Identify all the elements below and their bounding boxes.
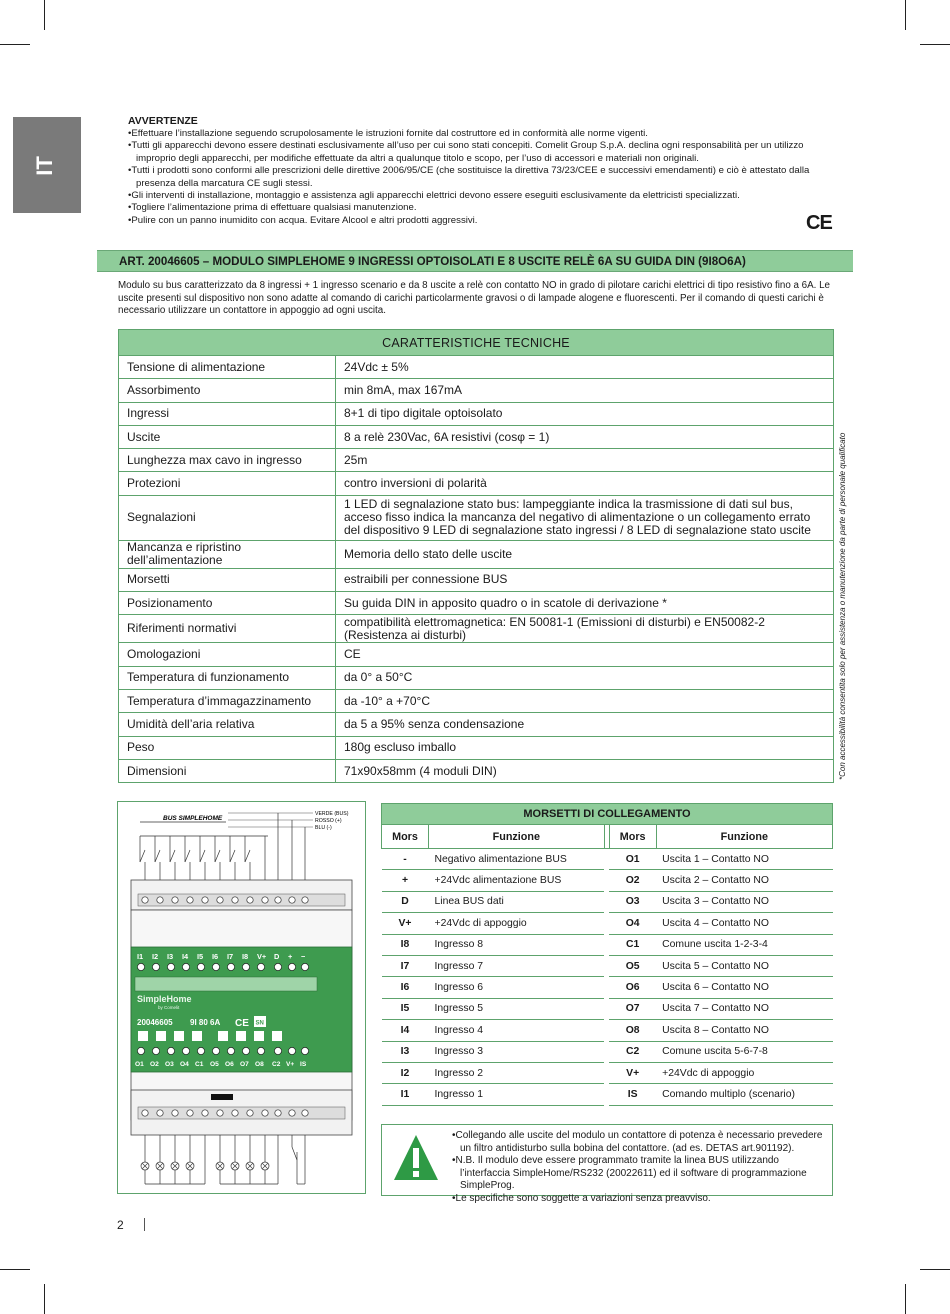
column-header: Funzione [656, 825, 832, 849]
warnings-title: AVVERTENZE [128, 115, 198, 127]
terminal-function: Uscita 3 – Contatto NO [656, 891, 832, 912]
spec-value: CE [336, 643, 834, 666]
table-row [119, 449, 834, 472]
spec-key: Mancanza e ripristino dell’alimentazione [119, 540, 336, 568]
crop-mark [920, 1269, 950, 1270]
terminal-label: I4 [182, 952, 189, 961]
terminal-function: Comune uscita 1-2-3-4 [656, 934, 832, 955]
ce-mark: CE [806, 212, 832, 234]
table-row [119, 592, 834, 615]
spec-value: contro inversioni di polarità [336, 472, 834, 495]
table-row [119, 356, 834, 379]
terminal-label: D [274, 952, 280, 961]
terminal-code: + [382, 870, 429, 891]
table-row [382, 913, 833, 934]
spec-value: Memoria dello stato delle uscite [336, 540, 834, 568]
spec-value: 1 LED di segnalazione stato bus: lampeggiante indica la trasmissione di dati sul bus, acceso fisso indica la mancanza del negativo di alimentazione o un collegamento errato del dispositivo 9 LED di segnalazione stato ingressi / 8 LED di segnalazione stato uscite [336, 495, 834, 540]
table-row [119, 402, 834, 425]
terminal-label: O7 [240, 1061, 249, 1068]
product-code: 20046605 [137, 1018, 173, 1027]
crop-mark [905, 1284, 906, 1314]
column-header: Mors [609, 825, 656, 849]
terminal-label: I8 [242, 952, 249, 961]
crop-mark [44, 1284, 45, 1314]
wiring-diagram [117, 801, 366, 1194]
spec-key: Temperatura d’immagazzinamento [119, 689, 336, 712]
spec-key: Assorbimento [119, 379, 336, 402]
table-row [382, 1041, 833, 1062]
table-row [382, 934, 833, 955]
terminal-label: I7 [227, 952, 234, 961]
terminal-code: I3 [382, 1041, 429, 1062]
terminal-function: +24Vdc di appoggio [656, 1062, 832, 1083]
spec-key: Posizionamento [119, 592, 336, 615]
terminal-label: I3 [167, 952, 174, 961]
table-row [119, 568, 834, 591]
led-strip [135, 977, 317, 991]
table-row [119, 689, 834, 712]
spec-value: min 8mA, max 167mA [336, 379, 834, 402]
terminal-code: C1 [609, 934, 656, 955]
spec-key: Omologazioni [119, 643, 336, 666]
terminal-label: O2 [150, 1061, 159, 1068]
terminal-code: I2 [382, 1062, 429, 1083]
spec-value: 71x90x58mm (4 moduli DIN) [336, 759, 834, 782]
terminal-label: V+ [286, 1061, 295, 1068]
crop-mark [0, 1269, 30, 1270]
sn-label: SN [255, 1020, 264, 1027]
table-row [382, 849, 833, 870]
top-terminal-screws [138, 894, 345, 906]
brand-sub: by Comelit [158, 1005, 180, 1010]
table-row [119, 666, 834, 689]
table-row [119, 540, 834, 568]
terminal-function: Ingresso 2 [429, 1062, 605, 1083]
table-row [382, 955, 833, 976]
terminal-code: I4 [382, 1020, 429, 1041]
terminal-code: D [382, 891, 429, 912]
terminal-function: Linea BUS dati [429, 891, 605, 912]
terminal-code: O7 [609, 998, 656, 1019]
column-header: Mors [382, 825, 429, 849]
warnings-section [128, 115, 838, 227]
terminal-label: I6 [212, 952, 219, 961]
terminal-code: C2 [609, 1041, 656, 1062]
terminal-label: I1 [137, 952, 144, 961]
page-number: 2 [117, 1218, 124, 1232]
warnings-list [128, 128, 838, 227]
spec-key: Peso [119, 736, 336, 759]
spec-key: Riferimenti normativi [119, 615, 336, 643]
terminal-function: Uscita 1 – Contatto NO [656, 849, 832, 870]
terminal-code: V+ [382, 913, 429, 934]
terminal-label: C2 [272, 1061, 281, 1068]
table-row [119, 379, 834, 402]
spec-key: Segnalazioni [119, 495, 336, 540]
terminal-label: O8 [255, 1061, 264, 1068]
spec-value: estraibili per connessione BUS [336, 568, 834, 591]
terminal-function: Ingresso 3 [429, 1041, 605, 1062]
table-row [119, 615, 834, 643]
terminal-code: I6 [382, 977, 429, 998]
brand-logo: SimpleHome [137, 994, 192, 1004]
spec-value: 8+1 di tipo digitale optoisolato [336, 402, 834, 425]
terminal-function: Ingresso 4 [429, 1020, 605, 1041]
terminal-code: O3 [609, 891, 656, 912]
spec-value: 180g escluso imballo [336, 736, 834, 759]
terminal-code: - [382, 849, 429, 870]
warning-item: • Tutti i prodotti sono conformi alle prescrizioni delle direttive 2006/95/CE (che sostituisce la direttiva 73/23/CEE e successivi emendamenti) e ciò è attestato dalla presenza della marcatura CE sugli stessi. [128, 165, 838, 190]
table-row [119, 759, 834, 782]
spec-value: 25m [336, 449, 834, 472]
crop-mark [44, 0, 45, 30]
table-row [382, 891, 833, 912]
terminal-function: Comando multiplo (scenario) [656, 1084, 832, 1105]
terminal-function: Uscita 6 – Contatto NO [656, 977, 832, 998]
terminal-label: IS [300, 1061, 307, 1068]
wire-label: ROSSO (+) [315, 818, 342, 824]
diagram-svg [118, 802, 365, 1193]
warning-item: • Togliere l’alimentazione prima di effettuare qualsiasi manutenzione. [128, 202, 838, 214]
table-row [382, 1062, 833, 1083]
table-row [119, 736, 834, 759]
spec-key: Ingressi [119, 402, 336, 425]
terminal-function: Ingresso 8 [429, 934, 605, 955]
terminal-function: Ingresso 6 [429, 977, 605, 998]
terminal-function: Ingresso 1 [429, 1084, 605, 1105]
terminal-code: I7 [382, 955, 429, 976]
terminal-function: Negativo alimentazione BUS [429, 849, 605, 870]
spec-key: Tensione di alimentazione [119, 356, 336, 379]
table-row [382, 998, 833, 1019]
product-model: 9I 80 6A [190, 1018, 221, 1027]
terminal-code: O6 [609, 977, 656, 998]
terminal-function: Uscita 7 – Contatto NO [656, 998, 832, 1019]
terminal-code: I1 [382, 1084, 429, 1105]
terminal-function: Uscita 4 – Contatto NO [656, 913, 832, 934]
bus-label: BUS SIMPLEHOME [163, 815, 223, 822]
table-row [119, 425, 834, 448]
column-header: Funzione [429, 825, 605, 849]
spec-value: da 5 a 95% senza condensazione [336, 713, 834, 736]
warning-item: • Tutti gli apparecchi devono essere destinati esclusivamente all’uso per cui sono stati concepiti. Comelit Group S.p.A. declina ogni responsabilità per un utilizzo improprio degli apparecchi, per modifiche effettuate da altri a qualunque titolo e scopo, per l’uso di accessori e materiali non originali. [128, 140, 838, 165]
terminals-table [381, 803, 833, 1106]
terminal-label: O6 [225, 1061, 234, 1068]
spec-value: 24Vdc ± 5% [336, 356, 834, 379]
terminal-code: O1 [609, 849, 656, 870]
terminal-code: IS [609, 1084, 656, 1105]
terminal-function: +24Vdc di appoggio [429, 913, 605, 934]
terminal-label: I5 [197, 952, 204, 961]
bottom-terminal-screws [138, 1107, 345, 1119]
language-tab: IT [13, 117, 81, 213]
terminal-label: O4 [180, 1061, 189, 1068]
spec-key: Uscite [119, 425, 336, 448]
terminal-function: +24Vdc alimentazione BUS [429, 870, 605, 891]
terminal-label: O1 [135, 1061, 144, 1068]
terminal-function: Comune uscita 5-6-7-8 [656, 1041, 832, 1062]
spec-value: compatibilità elettromagnetica: EN 50081-1 (Emissioni di disturbi) e EN50082-2 (Resistenza ai disturbi) [336, 615, 834, 643]
spec-value: da -10° a +70°C [336, 689, 834, 712]
table-row [382, 870, 833, 891]
terminal-label: − [301, 952, 306, 961]
tech-specs-table [118, 329, 834, 783]
terminals-title: MORSETTI DI COLLEGAMENTO [382, 804, 833, 825]
crop-mark [920, 44, 950, 45]
spec-key: Morsetti [119, 568, 336, 591]
notes-list [452, 1130, 830, 1205]
table-row [119, 643, 834, 666]
terminal-label: V+ [257, 952, 267, 961]
terminal-function: Uscita 8 – Contatto NO [656, 1020, 832, 1041]
wire-label: VERDE (BUS) [315, 811, 349, 817]
terminal-code: O5 [609, 955, 656, 976]
spec-key: Dimensioni [119, 759, 336, 782]
note-item: • N.B. Il modulo deve essere programmato tramite la linea BUS utilizzando l’interfaccia SimpleHome/RS232 (20022611) ed il software di programmazione SimpleProg. [452, 1155, 830, 1193]
table-row [382, 1020, 833, 1041]
terminal-code: I8 [382, 934, 429, 955]
warning-item: • Gli interventi di installazione, montaggio e assistenza agli apparecchi elettrici devono essere eseguiti esclusivamente da elettricisti specializzati. [128, 190, 838, 202]
spec-key: Protezioni [119, 472, 336, 495]
note-item: • Le specifiche sono soggette a variazioni senza preavviso. [452, 1193, 830, 1206]
crop-mark [0, 44, 30, 45]
notes-box [381, 1124, 833, 1204]
terminal-code: O8 [609, 1020, 656, 1041]
spec-value: Su guida DIN in apposito quadro o in scatole di derivazione * [336, 592, 834, 615]
spec-value: da 0° a 50°C [336, 666, 834, 689]
article-title: ART. 20046605 – MODULO SIMPLEHOME 9 INGRESSI OPTOISOLATI E 8 USCITE RELÈ 6A SU GUIDA DIN (9I8O6A) [97, 250, 853, 272]
terminal-label: I2 [152, 952, 159, 961]
warning-item: • Effettuare l’installazione seguendo scrupolosamente le istruzioni fornite dal costruttore ed in conformità alle norme vigenti. [128, 128, 838, 140]
table-row [382, 977, 833, 998]
note-item: • Collegando alle uscite del modulo un contattore di potenza è necessario prevedere un filtro antidisturbo sulla bobina del contattore. (ad es. DETAS art.901192). [452, 1130, 830, 1155]
terminal-label: O3 [165, 1061, 174, 1068]
terminal-function: Uscita 2 – Contatto NO [656, 870, 832, 891]
crop-mark [905, 0, 906, 30]
terminal-label: + [288, 952, 293, 961]
terminal-function: Ingresso 7 [429, 955, 605, 976]
output-wiring [145, 1135, 305, 1184]
table-row [119, 713, 834, 736]
din-clip [211, 1094, 233, 1100]
terminal-function: Uscita 5 – Contatto NO [656, 955, 832, 976]
module-ce-mark: CE [235, 1018, 249, 1029]
table-row [119, 472, 834, 495]
spec-key: Temperatura di funzionamento [119, 666, 336, 689]
table-row [119, 495, 834, 540]
side-note: *Con accessibilità consentita solo per assistenza o manutenzione da parte di personale qualificato [838, 432, 847, 780]
terminal-label: C1 [195, 1061, 204, 1068]
spec-value: 8 a relè 230Vac, 6A resistivi (cosφ = 1) [336, 425, 834, 448]
warning-icon [392, 1133, 440, 1183]
warning-item: • Pulire con un panno inumidito con acqua. Evitare Alcool e altri prodotti aggressivi. [128, 215, 838, 227]
terminal-code: O4 [609, 913, 656, 934]
page-separator [144, 1218, 145, 1231]
tech-specs-title: CARATTERISTICHE TECNICHE [119, 330, 834, 356]
table-row [382, 1084, 833, 1105]
terminal-label: O5 [210, 1061, 219, 1068]
wire-label: BLU (-) [315, 825, 332, 831]
terminal-code: O2 [609, 870, 656, 891]
intro-text: Modulo su bus caratterizzato da 8 ingressi + 1 ingresso scenario e da 8 uscite a relè con contatto NO in grado di pilotare carichi elettrici di tipo resistivo fino a 6A. Le uscite presenti sul dispositivo non sono adatte al comando di carichi particolarmente gravosi o di lampade alogene e fluorescenti. Per il comando di questi carichi è necessario utilizzare un contattore in appoggio ad ogni uscita. [118, 280, 831, 316]
terminal-code: I5 [382, 998, 429, 1019]
spec-key: Umidità dell’aria relativa [119, 713, 336, 736]
spec-key: Lunghezza max cavo in ingresso [119, 449, 336, 472]
terminal-function: Ingresso 5 [429, 998, 605, 1019]
terminal-code: V+ [609, 1062, 656, 1083]
